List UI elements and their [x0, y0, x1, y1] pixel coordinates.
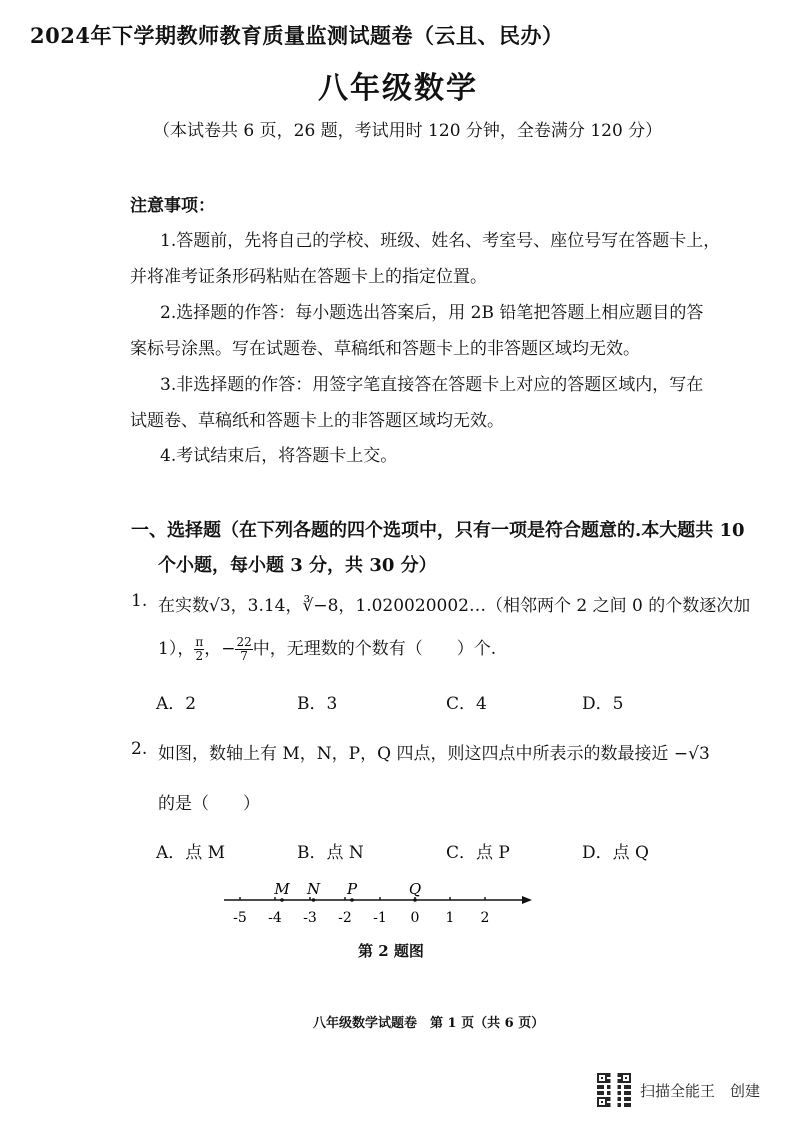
section-heading-line-1: 一、选择题（在下列各题的四个选项中，只有一项是符合题意的.本大题共 10	[131, 520, 745, 541]
notice-line-4: 案标号涂黑。写在试题卷、草稿纸和答题卡上的非答题区域均无效。	[130, 339, 640, 359]
point-label: N	[306, 880, 321, 898]
fraction-22-over-7	[235, 636, 252, 663]
tick-label: -1	[373, 910, 387, 926]
q2-option-d[interactable]: D．点 Q	[582, 843, 649, 863]
number-line-figure	[220, 876, 540, 932]
notice-line-5: 3.非选择题的作答：用签字笔直接答在答题卡上对应的答题区域内，写在	[160, 375, 704, 395]
q1-option-d[interactable]: D．5	[582, 694, 624, 714]
section-heading-line-2: 个小题，每小题 3 分，共 30 分）	[158, 555, 437, 576]
qr-code-icon	[597, 1073, 631, 1107]
tick-label: -5	[233, 910, 247, 926]
q1-line-2	[158, 634, 496, 663]
page-footer: 八年级数学试题卷 第 1 页（共 6 页）	[313, 1016, 545, 1031]
point-label: P	[346, 880, 358, 898]
fraction-numerator: 22	[236, 635, 252, 649]
point-label: Q	[408, 880, 422, 898]
q1-option-b[interactable]: B．3	[297, 694, 338, 714]
tick-label: -4	[268, 910, 282, 926]
q1-number: 1.	[131, 591, 148, 611]
q2-line-2: 的是（ ）	[158, 794, 260, 814]
fraction-denominator: 2	[195, 649, 204, 663]
point-marker	[312, 898, 316, 902]
q1-option-a[interactable]: A．2	[156, 694, 197, 714]
tick-label: 0	[410, 910, 420, 926]
tick-label: -2	[338, 910, 352, 926]
subject-title: 八年级数学	[318, 71, 478, 106]
fraction-numerator: π	[195, 635, 204, 649]
point-marker	[413, 898, 417, 902]
exam-info: （本试卷共 6 页，26 题，考试用时 120 分钟，全卷满分 120 分）	[153, 121, 663, 141]
tick-label: -3	[303, 910, 317, 926]
q1-line-2-prefix: 1），	[158, 639, 195, 659]
figure-caption: 第 2 题图	[358, 942, 424, 960]
q1-option-c[interactable]: C．4	[446, 694, 487, 714]
point-marker	[350, 898, 354, 902]
point-marker	[280, 898, 284, 902]
q2-number: 2.	[131, 739, 148, 759]
q2-line-1: 如图，数轴上有 M，N，P，Q 四点，则这四点中所表示的数最接近 −√3	[158, 744, 710, 764]
tick-label: 2	[480, 910, 490, 926]
q2-option-a[interactable]: A．点 M	[156, 843, 226, 863]
q1-separator: ，−	[204, 639, 236, 659]
point-label: M	[274, 880, 290, 898]
q2-option-c[interactable]: C．点 P	[446, 843, 510, 863]
notice-line-2: 并将准考证条形码粘贴在答题卡上的指定位置。	[130, 267, 487, 287]
exam-title: 2024年下学期教师教育质量监测试题卷（云且、民办）	[30, 23, 564, 48]
notice-heading: 注意事项：	[130, 196, 215, 216]
axis-arrow-icon	[522, 896, 532, 904]
q1-line-1: 在实数√3，3.14，∛−8，1.020020002…（相邻两个 2 之间 0 的个数逐次加	[158, 596, 751, 616]
notice-line-3: 2.选择题的作答：每小题选出答案后，用 2B 铅笔把答题上相应题目的答	[160, 303, 704, 323]
fraction-denominator: 7	[240, 649, 248, 663]
q1-line-2-suffix: 中，无理数的个数有（ ）个.	[252, 639, 497, 659]
notice-line-1: 1.答题前，先将自己的学校、班级、姓名、考室号、座位号写在答题卡上，	[160, 231, 721, 251]
notice-line-7: 4.考试结束后，将答题卡上交。	[160, 446, 398, 466]
q2-option-b[interactable]: B．点 N	[297, 843, 364, 863]
tick-label: 1	[445, 910, 455, 926]
notice-line-6: 试题卷、草稿纸和答题卡上的非答题区域均无效。	[130, 411, 504, 431]
fraction-pi-over-2	[194, 636, 204, 663]
scanner-watermark: 扫描全能王 创建	[640, 1082, 761, 1100]
